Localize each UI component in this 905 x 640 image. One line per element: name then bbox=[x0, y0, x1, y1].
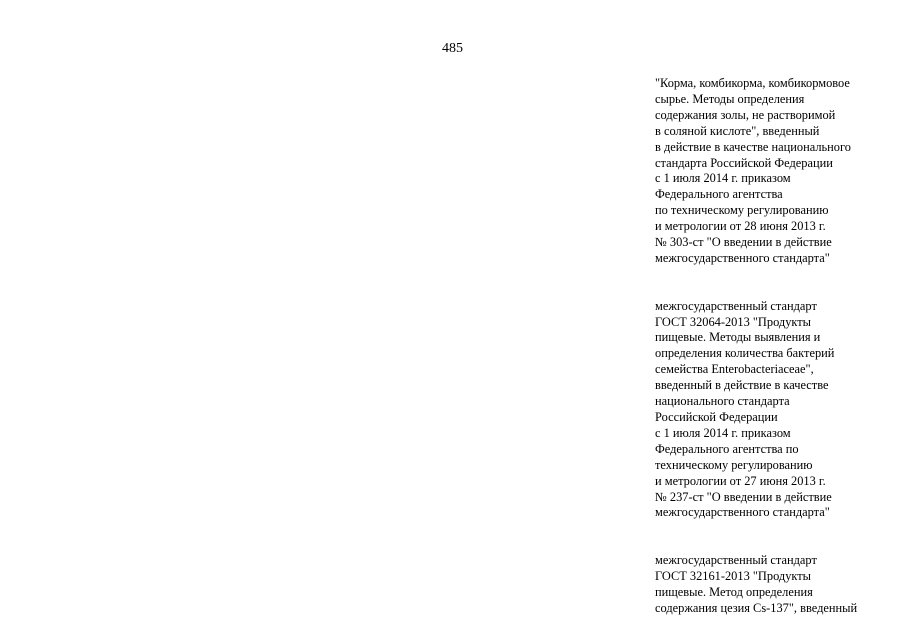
text-line: межгосударственного стандарта" bbox=[655, 250, 830, 265]
text-line: техническому регулированию bbox=[655, 457, 813, 472]
text-line: № 237-ст "О введении в действие bbox=[655, 489, 832, 504]
text-line: пищевые. Метод определения bbox=[655, 584, 813, 599]
text-line: с 1 июля 2014 г. приказом bbox=[655, 171, 791, 186]
page-number: 485 bbox=[442, 41, 463, 56]
text-line: ГОСТ 32161-2013 "Продукты bbox=[655, 569, 812, 584]
text-line: семейства Enterobacteriaceae", bbox=[655, 362, 814, 377]
text-line: в действие в качестве национального bbox=[655, 139, 851, 154]
text-line: с 1 июля 2014 г. приказом bbox=[655, 425, 791, 440]
text-line: и метрологии от 28 июня 2013 г. bbox=[655, 219, 826, 234]
text-line: межгосударственного стандарта" bbox=[655, 505, 830, 520]
text-line: национального стандарта bbox=[655, 394, 790, 409]
text-line: № 303-ст "О введении в действие bbox=[655, 235, 832, 250]
text-line: Российской Федерации bbox=[655, 410, 778, 425]
text-line: определения количества бактерий bbox=[655, 346, 835, 361]
text-line: пищевые. Методы выявления и bbox=[655, 330, 821, 345]
text-line: Федерального агентства bbox=[655, 187, 783, 202]
text-line: по техническому регулированию bbox=[655, 203, 829, 218]
text-line: межгосударственный стандарт bbox=[655, 298, 817, 313]
text-line: сырье. Методы определения bbox=[655, 91, 805, 106]
text-line: ГОСТ 32064-2013 "Продукты bbox=[655, 314, 812, 329]
text-line: содержания золы, не растворимой bbox=[655, 107, 836, 122]
document-text-column bbox=[655, 76, 900, 617]
text-line: "Корма, комбикорма, комбикормовое bbox=[655, 76, 850, 90]
text-line: содержания цезия Cs-137", введенный bbox=[655, 600, 858, 615]
text-line: стандарта Российской Федерации bbox=[655, 155, 833, 170]
text-line: в соляной кислоте", введенный bbox=[655, 123, 820, 138]
paragraph-2 bbox=[655, 299, 900, 522]
paragraph-3 bbox=[655, 553, 900, 617]
text-line: Федерального агентства по bbox=[655, 441, 799, 456]
paragraph-1 bbox=[655, 76, 900, 267]
text-line: и метрологии от 27 июня 2013 г. bbox=[655, 473, 826, 488]
text-line: межгосударственный стандарт bbox=[655, 553, 817, 568]
text-line: введенный в действие в качестве bbox=[655, 378, 829, 393]
